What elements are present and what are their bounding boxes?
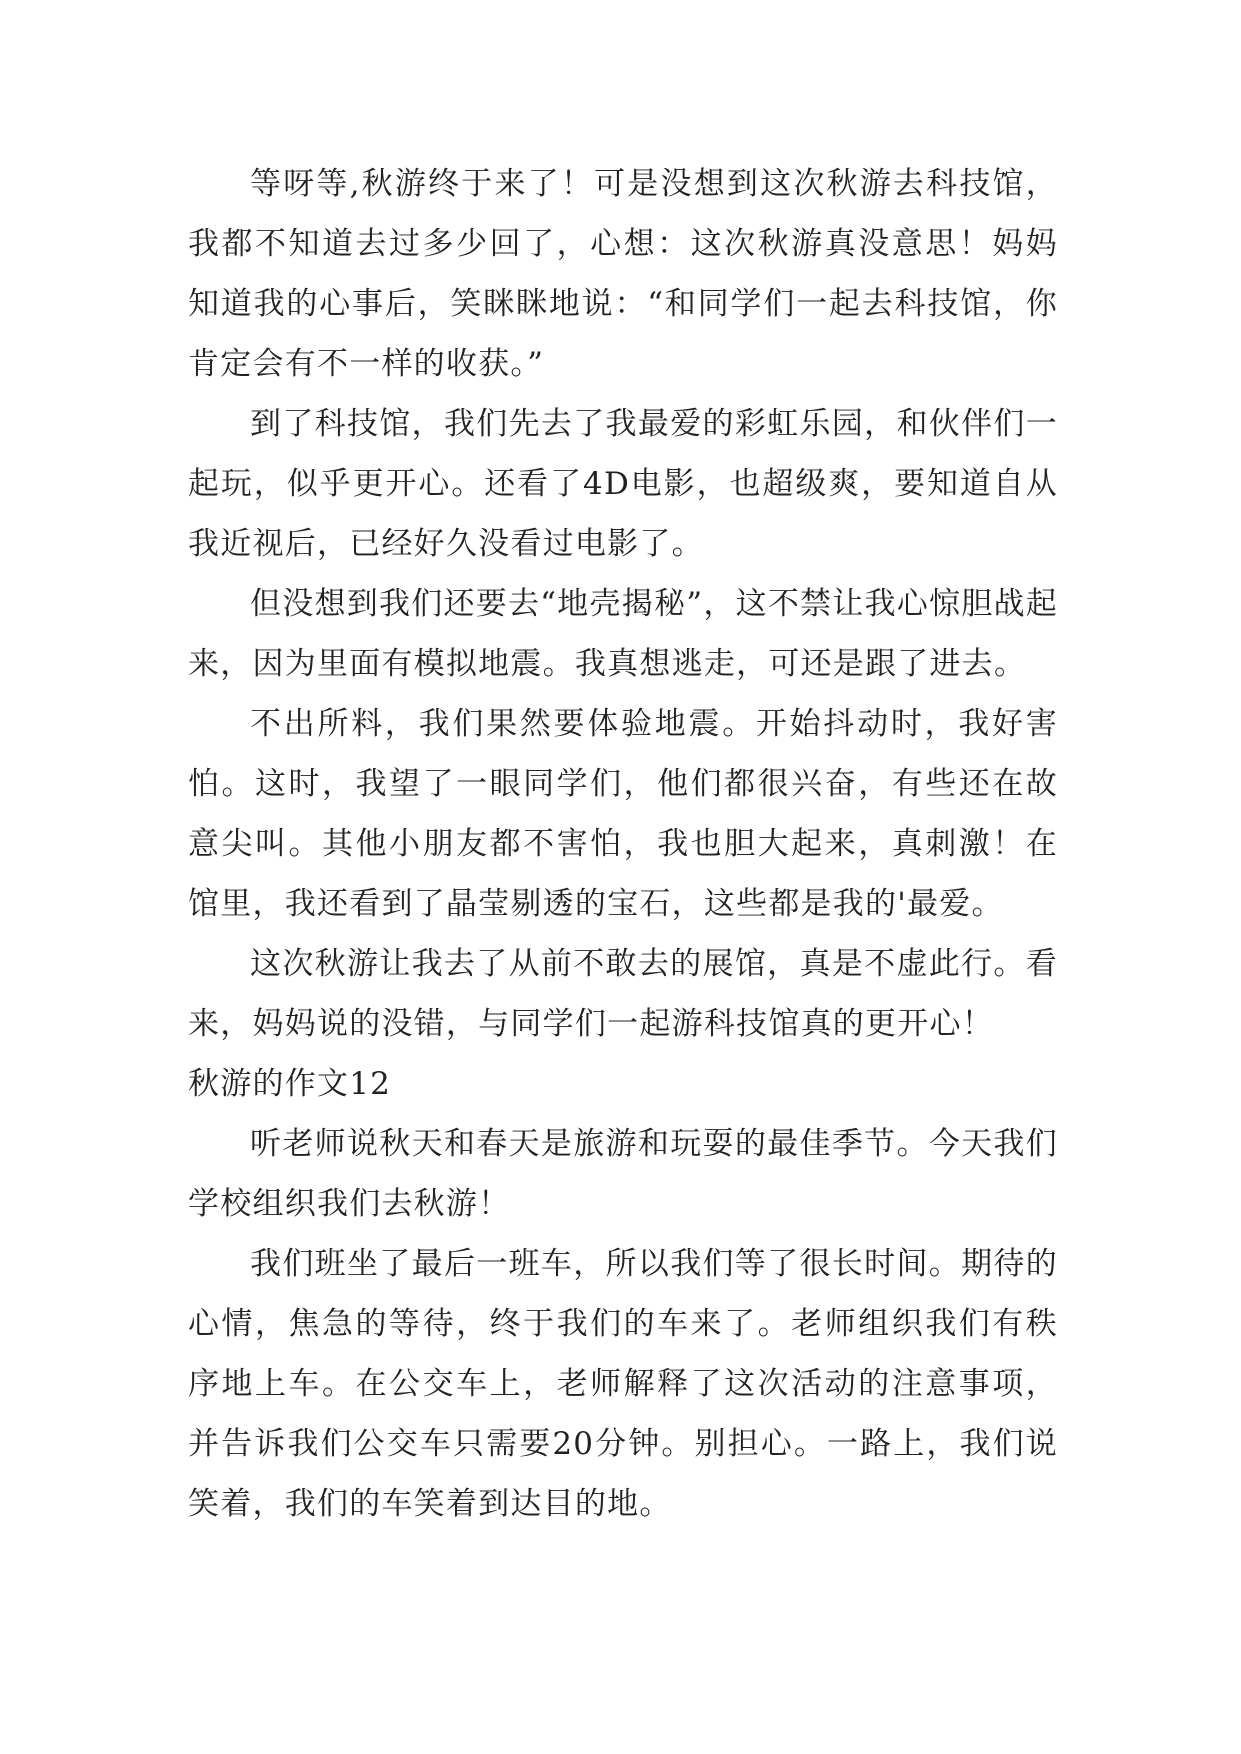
paragraph: 不出所料，我们果然要体验地震。开始抖动时，我好害怕。这时，我望了一眼同学们，他们都很兴奋，有些还在故意尖叫。其他小朋友都不害怕，我也胆大起来，真刺激！在馆里，我还看到了晶莹剔透的宝石，这些都是我的'最爱。 — [188, 706, 1058, 922]
section-heading: 秋游的作文12 — [188, 1066, 392, 1102]
document-body — [188, 154, 1058, 1534]
paragraph: 我们班坐了最后一班车，所以我们等了很长时间。期待的心情，焦急的等待，终于我们的车来了。老师组织我们有秩序地上车。在公交车上，老师解释了这次活动的注意事项，并告诉我们公交车只需要20分钟。别担心。一路上，我们说笑着，我们的车笑着到达目的地。 — [188, 1246, 1058, 1522]
paragraph: 这次秋游让我去了从前不敢去的展馆，真是不虚此行。看来，妈妈说的没错，与同学们一起游科技馆真的更开心！ — [188, 946, 1058, 1042]
paragraph: 听老师说秋天和春天是旅游和玩耍的最佳季节。今天我们学校组织我们去秋游！ — [188, 1126, 1058, 1222]
paragraph: 但没想到我们还要去“地壳揭秘”，这不禁让我心惊胆战起来，因为里面有模拟地震。我真想逃走，可还是跟了进去。 — [188, 586, 1058, 682]
paragraph: 等呀等,秋游终于来了！可是没想到这次秋游去科技馆，我都不知道去过多少回了，心想：这次秋游真没意思！妈妈知道我的心事后，笑眯眯地说：“和同学们一起去科技馆，你肯定会有不一样的收获。” — [188, 166, 1058, 382]
paragraph: 到了科技馆，我们先去了我最爱的彩虹乐园，和伙伴们一起玩，似乎更开心。还看了4D电影，也超级爽，要知道自从我近视后，已经好久没看过电影了。 — [188, 406, 1058, 562]
